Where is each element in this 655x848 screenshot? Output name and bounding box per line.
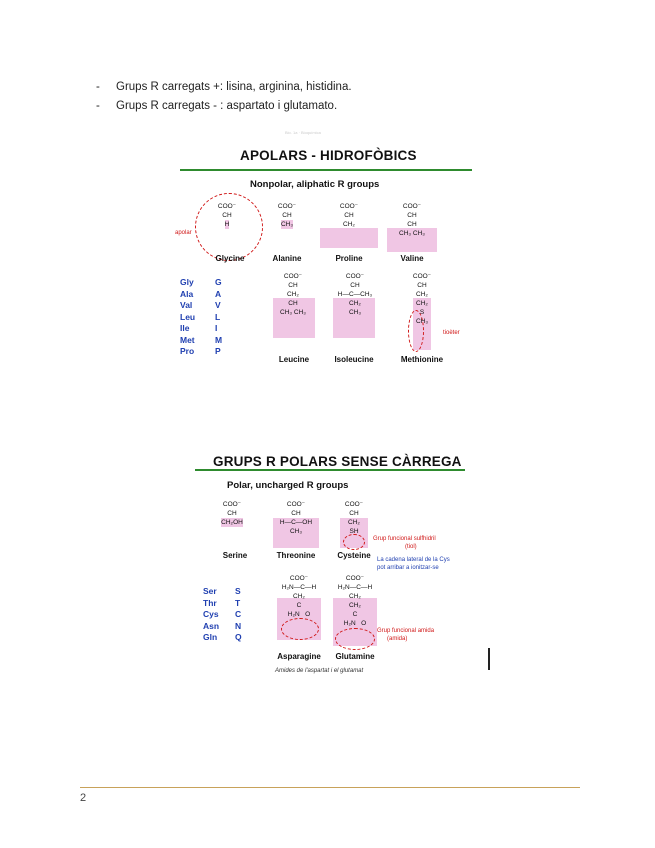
ring-group: CH₂ (343, 221, 355, 228)
alanine-structure (265, 202, 309, 229)
abbr-one-letter: G A V L I M P (215, 277, 223, 356)
bullet-dash: - (96, 81, 100, 93)
green-rule (180, 169, 472, 171)
r-group: CH₃ (280, 221, 294, 228)
footer-rule (80, 787, 580, 788)
r-group: H—C—OH (279, 519, 313, 526)
note-apolar: apolar (175, 230, 192, 236)
note-cys: La cadena lateral de la Cys (377, 557, 450, 563)
r-group: CH₂ (349, 593, 361, 600)
alpha-carbon: CH (349, 510, 359, 517)
r-group: H (224, 221, 230, 228)
coo-group: COO⁻ (283, 273, 303, 280)
molecule-name: Leucine (278, 355, 310, 364)
coo-group: COO⁻ (412, 273, 432, 280)
coo-group: COO⁻ (345, 273, 365, 280)
threonine-structure (267, 500, 325, 536)
coo-group: COO⁻ (339, 203, 359, 210)
r-group: CH₃ (348, 309, 362, 316)
alpha-carbon: CH (222, 212, 232, 219)
alpha-carbon: CH (407, 212, 417, 219)
dashed-circle (281, 618, 319, 640)
coo-group: COO⁻ (286, 501, 306, 508)
figure-polar (195, 450, 490, 685)
r-group: CH (288, 300, 298, 307)
r-group: CH₂ (349, 602, 361, 609)
note-amida: (amida) (387, 636, 408, 642)
r-group: CH₃ CH₃ (280, 309, 306, 316)
figure-title: APOLARS - HIDROFÒBICS (240, 148, 417, 163)
note-sulfhidril: Grup funcional sulfhidril (373, 536, 436, 542)
dashed-circle (335, 628, 375, 650)
cysteine-structure (327, 500, 381, 536)
dashed-circle (343, 534, 365, 550)
faint-header: Bio. 1a · Bioquímica (285, 130, 321, 135)
r-group: CH₂ (287, 291, 299, 298)
r-group: H—C—CH₃ (337, 291, 373, 298)
coo-group: COO⁻ (277, 203, 297, 210)
r-group: S (419, 309, 425, 316)
r-group: CH₂ (348, 519, 360, 526)
r-group: CH₃ CH₃ (399, 230, 425, 237)
molecule-name: Serine (222, 551, 248, 560)
molecule-name: Glycine (215, 254, 245, 263)
valine-structure (387, 202, 437, 238)
alpha-carbon: CH (282, 212, 292, 219)
bullet-item (96, 97, 352, 116)
isoleucine-structure (325, 272, 385, 317)
leucine-structure (263, 272, 323, 317)
bullet-text: Grups R carregats +: lisina, arginina, histidina. (116, 81, 352, 93)
asparagine-structure: COO⁻ H₂N—C—H CH₂ C H₂N O (273, 574, 325, 619)
alpha-carbon: CH (227, 510, 237, 517)
note-amida: Grup funcional amida (377, 628, 435, 634)
figure-caption: Amides de l'aspartat i el glutamat (275, 668, 364, 674)
serine-structure (207, 500, 257, 527)
methionine-structure (393, 272, 451, 326)
r-group: C (352, 611, 358, 618)
coo-group: COO⁻ (402, 203, 422, 210)
alpha-carbon: H₂N—C—H (337, 584, 373, 591)
abbr-one-letter: S T C N Q (235, 586, 242, 642)
molecule-name: Alanine (272, 254, 302, 263)
bullet-dash: - (96, 100, 100, 112)
coo-group: COO⁻ (289, 575, 309, 582)
note-cys: pot arribar a ionitzar-se (377, 565, 439, 571)
bullet-item (96, 78, 352, 97)
molecule-name: Valine (400, 254, 424, 263)
proline-structure (320, 202, 378, 229)
text-cursor (488, 648, 490, 670)
bullet-text: Grups R carregats - : aspartato i glutamato. (116, 100, 338, 112)
coo-group: COO⁻ (344, 501, 364, 508)
alpha-carbon: CH (288, 282, 298, 289)
molecule-name: Threonine (276, 551, 316, 560)
note-tioeter: tioèter (443, 330, 460, 336)
molecule-name: Methionine (400, 355, 444, 364)
page-number: 2 (80, 792, 87, 804)
r-group: CH₂OH (221, 519, 243, 526)
figure-subtitle: Nonpolar, aliphatic R groups (250, 179, 380, 190)
molecule-name: Isoleucine (334, 355, 374, 364)
r-group: CH₃ (415, 318, 429, 325)
figure-subtitle: Polar, uncharged R groups (227, 480, 349, 491)
coo-group: COO⁻ (217, 203, 237, 210)
green-rule (195, 469, 465, 471)
alpha-carbon: CH (291, 510, 301, 517)
figure-nonpolar (175, 130, 500, 390)
molecule-name: Cysteine (337, 551, 371, 560)
note-sulfhidril: (tiol) (405, 544, 417, 550)
molecule-name: Glutamine (335, 652, 375, 661)
bullet-list (96, 78, 352, 116)
glutamine-structure: COO⁻ H₂N—C—H CH₂ CH₂ C H₂N O (329, 574, 381, 628)
glycine-structure (205, 202, 249, 229)
r-group-box (320, 228, 378, 248)
r-group: CH₂ (416, 300, 428, 307)
alpha-carbon: CH (417, 282, 427, 289)
r-group: CH₂ (293, 593, 305, 600)
molecule-name: Proline (335, 254, 363, 263)
r-group: CH₂ (416, 291, 428, 298)
r-group: CH₂ (349, 300, 361, 307)
r-group: CH₃ (289, 528, 303, 535)
figure-title: GRUPS R POLARS SENSE CÀRREGA (213, 454, 462, 469)
coo-group: COO⁻ (222, 501, 242, 508)
r-group: CH (407, 221, 417, 228)
abbr-three-letter: Ser Thr Cys Asn Gln (203, 586, 220, 642)
r-group: SH (349, 528, 359, 535)
alpha-carbon: CH (350, 282, 360, 289)
abbr-three-letter: Gly Ala Val Leu Ile Met Pro (180, 277, 196, 356)
molecule-name: Asparagine (277, 652, 321, 661)
alpha-carbon: H₂N—C—H (281, 584, 317, 591)
r-group: C (296, 602, 302, 609)
coo-group: COO⁻ (345, 575, 365, 582)
alpha-carbon: CH (344, 212, 354, 219)
